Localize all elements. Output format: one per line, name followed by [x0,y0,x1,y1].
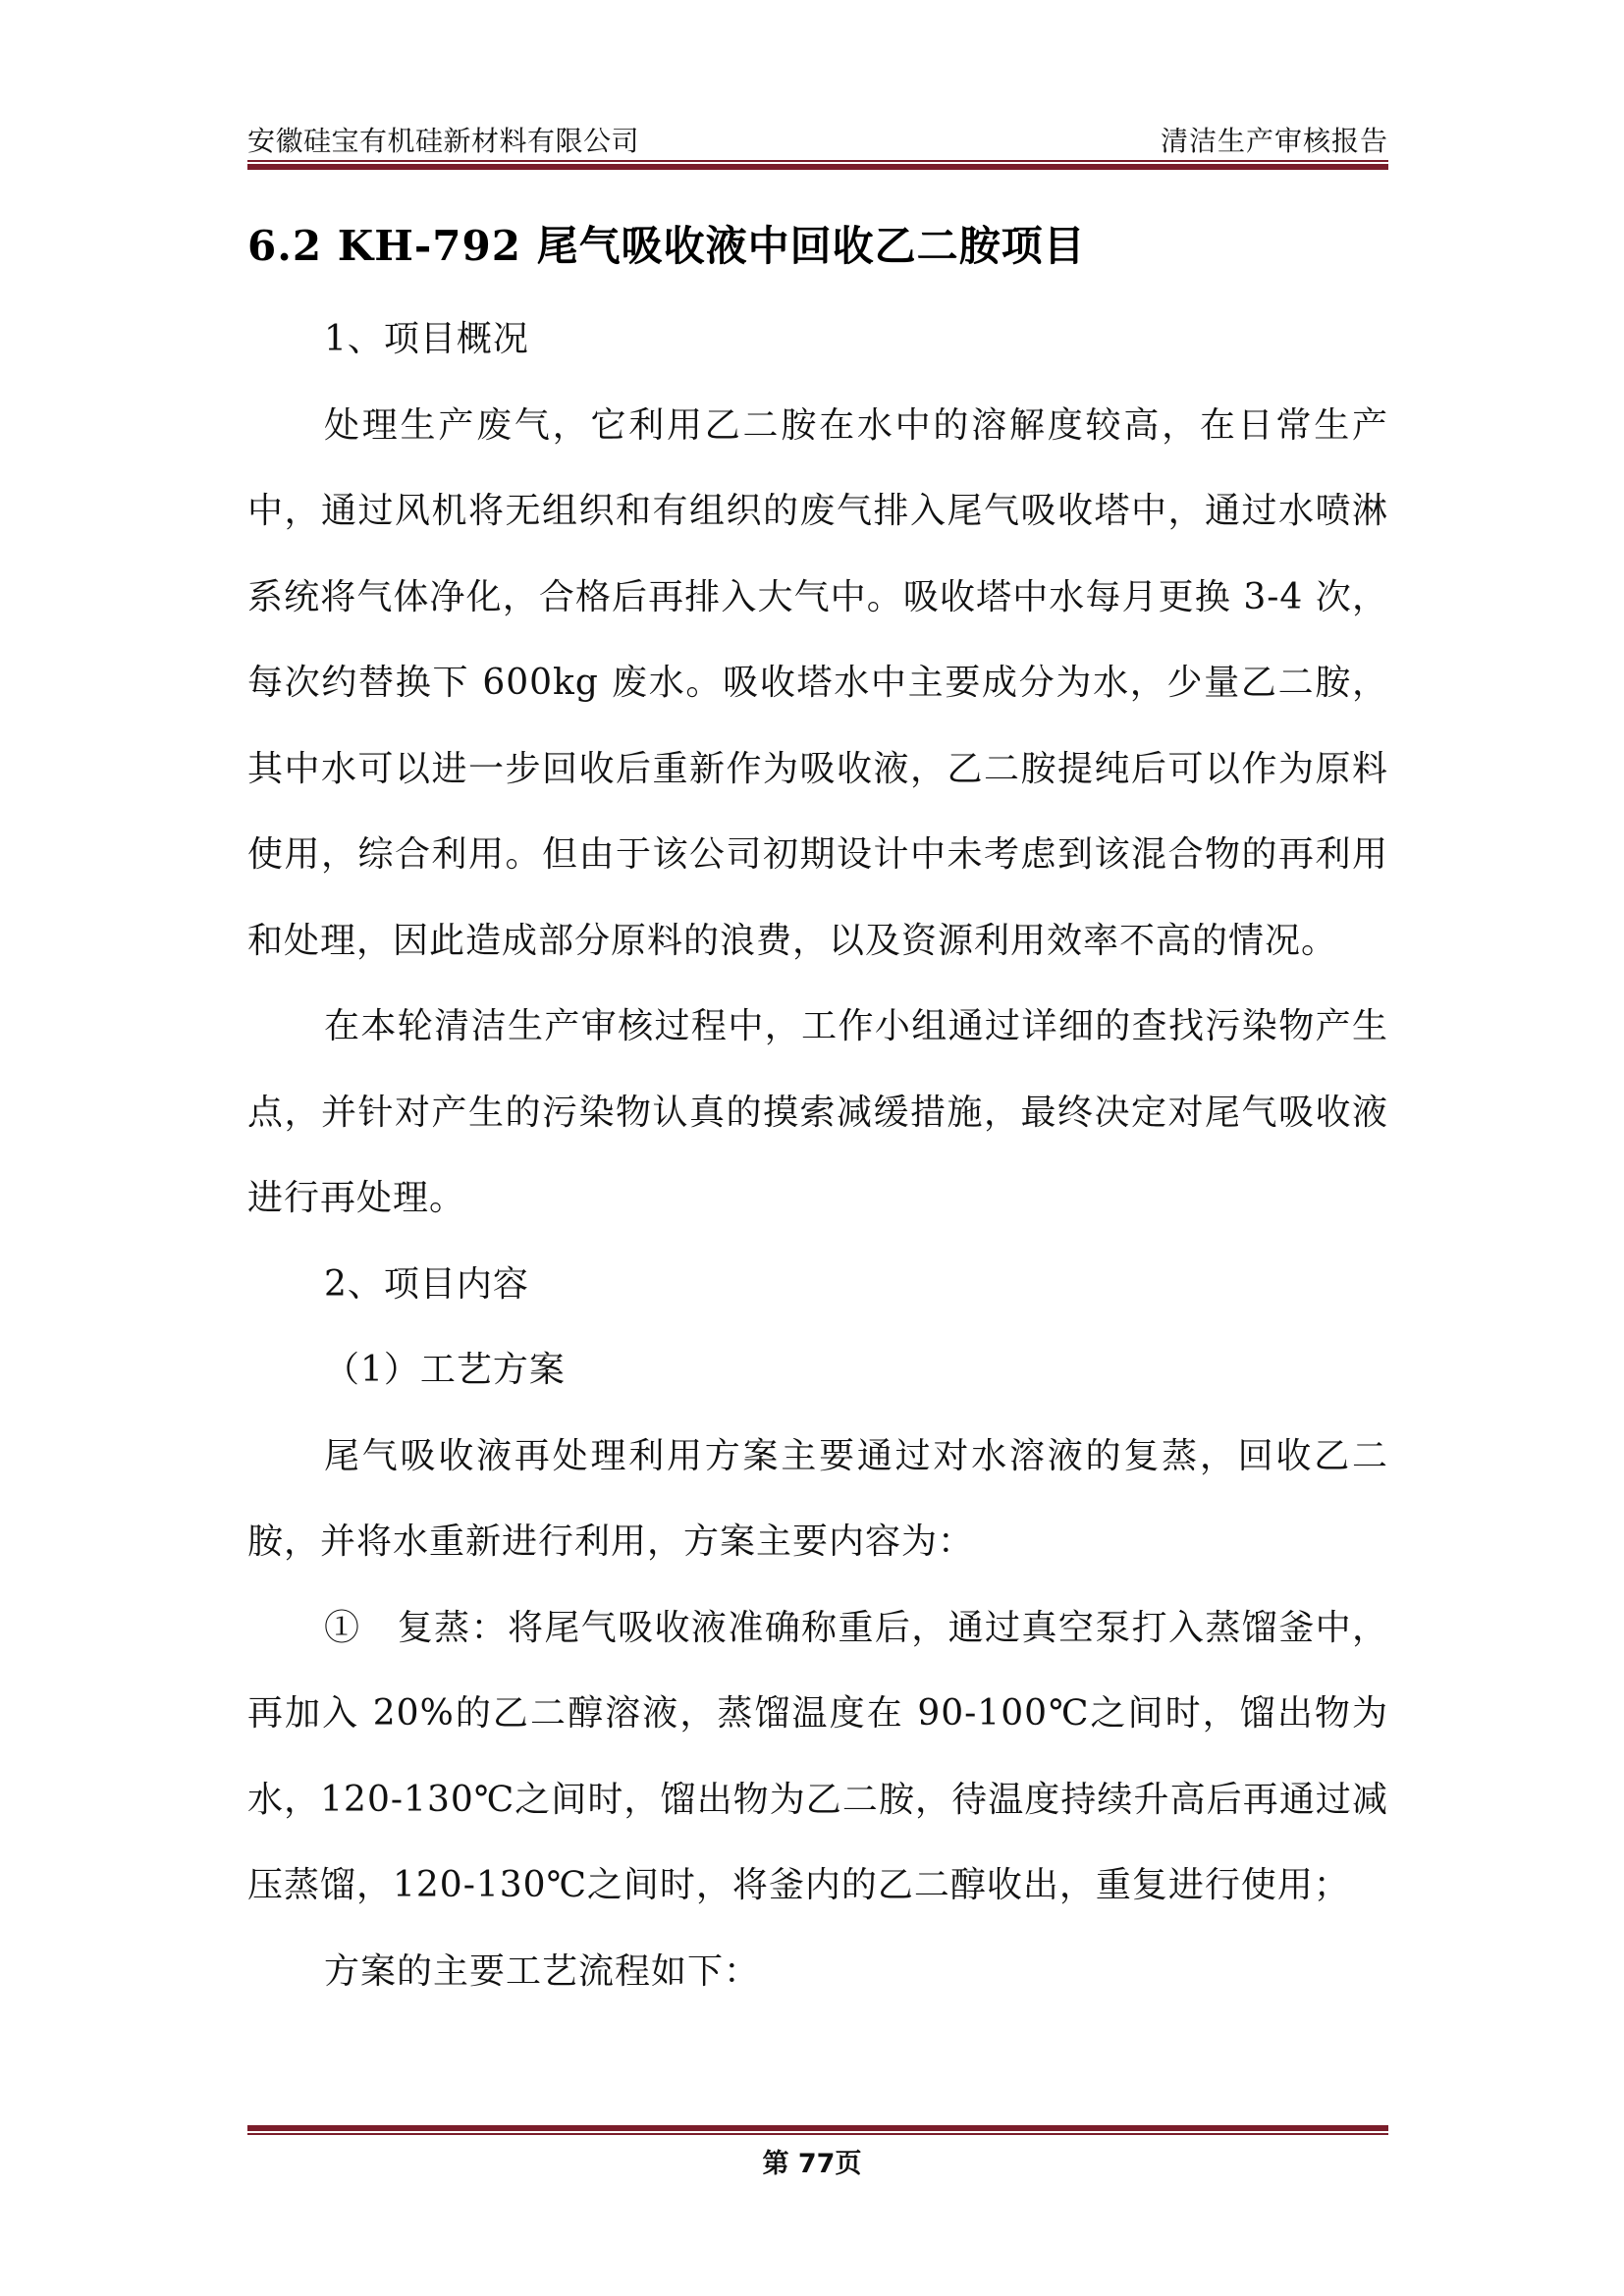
header-report-title: 清洁生产审核报告 [1160,125,1388,157]
paragraph-audit: 在本轮清洁生产审核过程中，工作小组通过详细的查找污染物产生点，并针对产生的污染物认真的摸索减缓措施，最终决定对尾气吸收液进行再处理。 [247,1006,1388,1218]
subsection-heading-content: 2、项目内容 [324,1263,529,1305]
footer-divider-thick [247,2125,1388,2131]
page-number: 第 77页 [762,2149,862,2179]
paragraph-flow-intro: 方案的主要工艺流程如下： [324,1950,761,1992]
subsection-heading-overview: 1、项目概况 [324,319,529,359]
section-title: 6.2 KH-792 尾气吸收液中回收乙二胺项目 [247,222,1086,270]
header-divider-thick [247,164,1388,170]
header-divider-thin [247,160,1388,162]
paragraph-redistillation: ① 复蒸：将尾气吸收液准确称重后，通过真空泵打入蒸馏釜中，再加入 20%的乙二醇溶液，蒸馏温度在 90-100℃之间时，馏出物为水，120-130℃之间时，馏出物为乙二胺，待温度持续升高后再通过减压蒸馏，120-130℃之间时，将釜内的乙二醇收出，重复进行使用； [247,1607,1388,1905]
subsection-heading-process-plan: （1）工艺方案 [324,1350,566,1390]
header-company-name: 安徽硅宝有机硅新材料有限公司 [247,125,640,157]
paragraph-overview: 处理生产废气，它利用乙二胺在水中的溶解度较高，在日常生产中，通过风机将无组织和有组织的废气排入尾气吸收塔中，通过水喷淋系统将气体净化，合格后再排入大气中。吸收塔中水每月更换 3-4 次，每次约替换下 600kg 废水。吸收塔水中主要成分为水，少量乙二胺，其中水可以进一步回收后重新作为吸收液，乙二胺提纯后可以作为原料使用，综合利用。但由于该公司初期设计中未考虑到该混合物的再利用和处理，因此造成部分原料的浪费，以及资源利用效率不高的情况。 [247,404,1388,961]
page-header [247,110,1388,159]
paragraph-plan-intro: 尾气吸收液再处理利用方案主要通过对水溶液的复蒸，回收乙二胺，并将水重新进行利用，方案主要内容为： [247,1435,1388,1562]
footer-divider-thin [247,2133,1388,2135]
body-text [247,296,1388,2014]
